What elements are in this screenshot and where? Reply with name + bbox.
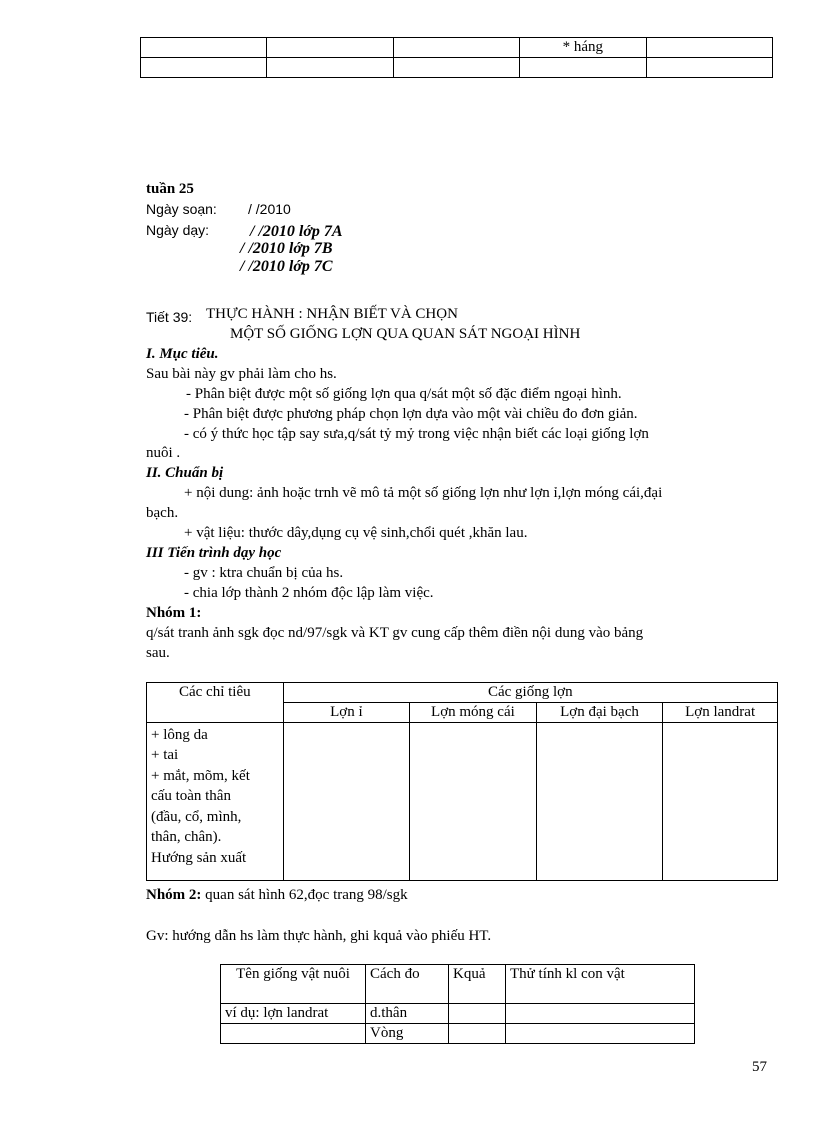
criteria-line: + tai bbox=[151, 747, 179, 764]
week-label: tuần 25 bbox=[146, 181, 194, 197]
breeds-table bbox=[146, 682, 778, 881]
table-row bbox=[141, 38, 773, 58]
table-row bbox=[147, 722, 778, 880]
table-cell bbox=[506, 1024, 695, 1044]
table-row bbox=[141, 58, 773, 78]
section2-heading: II. Chuẩn bị bbox=[146, 465, 224, 481]
table-header: Lợn móng cái bbox=[410, 702, 537, 722]
criteria-line: thân, chân). bbox=[151, 829, 222, 846]
table-row bbox=[221, 965, 695, 1004]
table-header: Các chỉ tiêu bbox=[147, 683, 284, 723]
table-header: Các giống lợn bbox=[283, 683, 777, 703]
section2-content: + nội dung: ảnh hoặc trnh vẽ mô tả một số giống lợn như lợn ỉ,lợn móng cái,đại bbox=[184, 485, 663, 501]
table-row bbox=[221, 1004, 695, 1024]
table-row bbox=[221, 1024, 695, 1044]
teach-date-7a: / /2010 lớp 7A bbox=[250, 223, 343, 240]
group1-text: q/sát tranh ảnh sgk đọc nd/97/sgk và KT gv cung cấp thêm điền nội dung vào bảng bbox=[146, 625, 644, 641]
table-cell bbox=[221, 1024, 366, 1044]
page-number: 57 bbox=[752, 1059, 767, 1075]
table-header: Tên giống vật nuôi bbox=[221, 965, 366, 1004]
table-header: Cách đo bbox=[366, 965, 449, 1004]
group1-text-cont: sau. bbox=[146, 645, 170, 661]
section1-item-cont: nuôi . bbox=[146, 445, 181, 461]
measurement-table bbox=[220, 964, 695, 1044]
criteria-line: + mắt, mõm, kết bbox=[151, 767, 250, 784]
section3-item: - chia lớp thành 2 nhóm độc lập làm việc. bbox=[184, 585, 434, 601]
table-header: Lợn landrat bbox=[663, 702, 778, 722]
table-header: Kquả bbox=[449, 965, 506, 1004]
section3-item: - gv : ktra chuẩn bị của hs. bbox=[184, 565, 344, 581]
lesson-number: Tiết 39: bbox=[146, 309, 193, 325]
table-header: Lợn đại bạch bbox=[536, 702, 663, 722]
group2-text: quan sát hình 62,đọc trang 98/sgk bbox=[201, 887, 408, 903]
table-cell bbox=[506, 1004, 695, 1024]
criteria-line: (đầu, cổ, mình, bbox=[151, 808, 242, 825]
section2-materials: + vật liệu: thước dây,dụng cụ vệ sinh,chổi quét ,khăn lau. bbox=[184, 525, 528, 541]
prep-date-value: / /2010 bbox=[248, 201, 291, 217]
teach-date-label: Ngày dạy: bbox=[146, 222, 210, 238]
prep-date-label: Ngày soạn: bbox=[146, 201, 217, 217]
section3-heading: III Tiến trình dạy học bbox=[146, 545, 282, 561]
table-cell: ví dụ: lợn landrat bbox=[221, 1004, 366, 1024]
teach-date-7c: / /2010 lớp 7C bbox=[240, 258, 333, 275]
criteria-line: cấu toàn thân bbox=[151, 788, 231, 805]
table-header: Thử tính kl con vật bbox=[506, 965, 695, 1004]
group1-label: Nhóm 1: bbox=[146, 605, 202, 621]
criteria-line: + lông da bbox=[151, 726, 208, 743]
section1-item: - Phân biệt được phương pháp chọn lợn dựa vào một vài chiều đo đơn giản. bbox=[184, 406, 638, 422]
table-header: Lợn ỉ bbox=[283, 702, 410, 722]
section1-heading: I. Mục tiêu. bbox=[146, 346, 219, 362]
table-cell: d.thân bbox=[366, 1004, 449, 1024]
section1-item: - Phân biệt được một số giống lợn qua q/sát một số đặc điểm ngoại hình. bbox=[186, 386, 622, 402]
teach-date-7b: / /2010 lớp 7B bbox=[240, 240, 333, 257]
group2-label: Nhóm 2: bbox=[146, 887, 202, 903]
lesson-title-line2: MỘT SỐ GIỐNG LỢN QUA QUAN SÁT NGOẠI HÌNH bbox=[230, 326, 581, 342]
section1-intro: Sau bài này gv phải làm cho hs. bbox=[146, 366, 337, 382]
lesson-title-line1: THỰC HÀNH : NHẬN BIẾT VÀ CHỌN bbox=[206, 306, 458, 322]
criteria-cell bbox=[147, 722, 284, 880]
table-cell: Vòng bbox=[366, 1024, 449, 1044]
section2-content-cont: bạch. bbox=[146, 505, 179, 521]
table-row bbox=[147, 683, 778, 703]
table-cell bbox=[449, 1024, 506, 1044]
section1-item: - có ý thức học tập say sưa,q/sát tỷ mỷ trong việc nhận biết các loại giống lợn bbox=[184, 426, 649, 442]
top-table-cell: * háng bbox=[520, 38, 647, 58]
top-table bbox=[140, 37, 773, 78]
gv-instruction: Gv: hướng dẫn hs làm thực hành, ghi kquả vào phiếu HT. bbox=[146, 928, 492, 944]
criteria-line: Hướng sản xuất bbox=[151, 849, 247, 866]
table-cell bbox=[449, 1004, 506, 1024]
group2-line bbox=[146, 886, 408, 904]
